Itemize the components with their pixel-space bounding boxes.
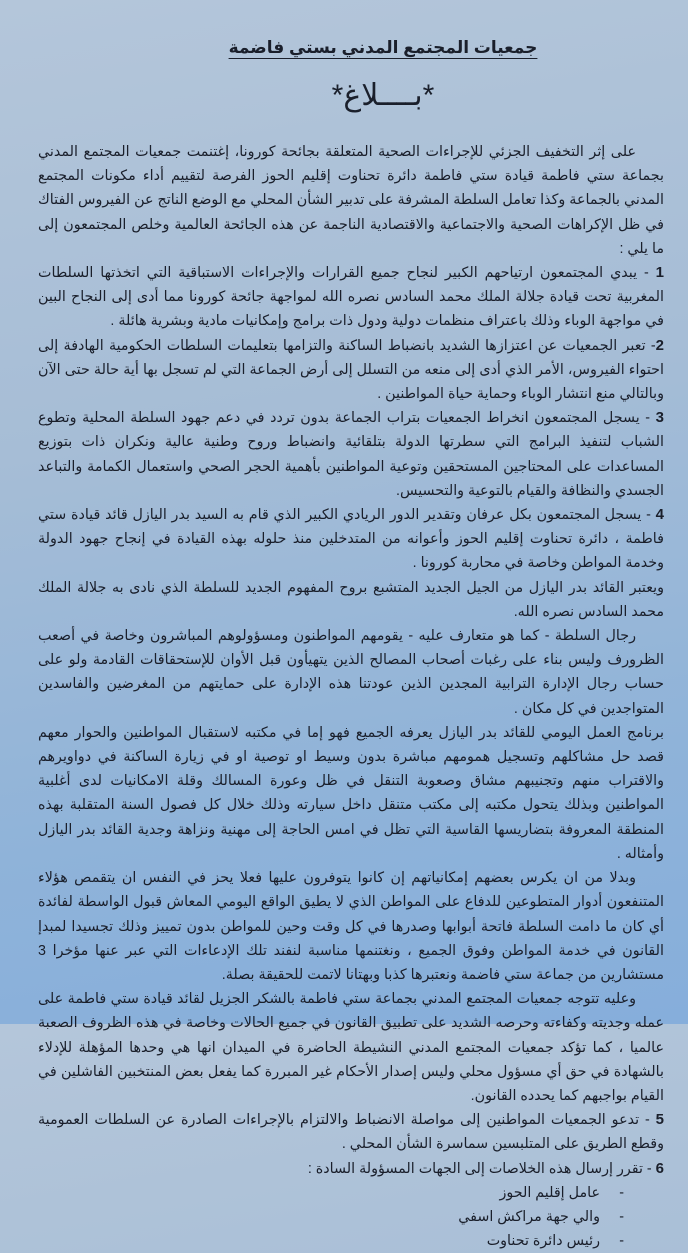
point-number: 4	[655, 506, 664, 524]
point-1	[38, 261, 664, 334]
paragraph: برنامج العمل اليومي للقائد بدر اليازل يعرفه الجميع فهو إما في مكتبه لاستقبال المواطنين والحوار معهم قصد حل مشاكلهم وتسجيل همومهم مباشرة بدون وسيط او توصية او في زيارة الساكنة في دواويرهم والاقتراب منهم وتجنيبهم مشاق وصعوبة التنقل في ظل وعورة المسالك وقلة الامكانيات لدى أغلبية المواطنين وبذلك يتحول مكتبه إلى مكتب متنقل داخل سيارته وذلك خلال كل فصول السنة المتقلبة بهذه المنطقة المعروفة بتضاريسها القاسية التي تظل في امس الحاجة إلى مهنية ونزاهة وجدية القائد بدر اليازل وأمثاله .	[38, 724, 664, 862]
point-6	[38, 1157, 664, 1181]
point-text: - تعبر الجمعيات عن اعتزازها الشديد بانضباط الساكنة والتزامها بتعليمات السلطات الحكومية الهادفة إلى احتواء الفيروس، الأمر الذي أدى إلى منعه من التسلل إلى أرض الجماعة التي لم تسجل بها أية حالة حتى الآن وبالتالي منع انتشار الوباء وحماية حياة المواطنين .	[38, 337, 664, 403]
recipient-item: - رئيس دائرة تحناوت	[38, 1229, 624, 1253]
point-2	[38, 334, 664, 407]
recipient-item: - عامل إقليم الحوز	[38, 1181, 624, 1205]
paragraph: وبدلا من ان يكرس بعضهم إمكانياتهم إن كانوا يتوفرون عليها فعلا يحز في النفس ان يتقمص هؤلاء المتنفعون أدوار المتطوعين للدفاع على المواطن الذي لا يطيق الواقع اليومي المعاش قبول الواسطة لفائدة أي كان ما دامت السلطة فاتحة أبوابها وصدرها في كل وقت وحين للمواطن بدون تمييز وذلك تجسيدا لمبدإ القانون في خدمة المواطن وفوق الجميع ، ونغتنمها مناسبة لنفند تلك الإدعاءات التي عبر عنها مؤخرا 3 مستشارين من جماعة ستي فاضمة ونعتبرها كذبا وبهتانا لاتمت للحقيقة بصلة.	[38, 870, 664, 983]
point-number: 1	[655, 264, 664, 282]
point-number: 2	[655, 336, 664, 354]
recipients-list	[38, 1181, 664, 1253]
point-number: 3	[655, 409, 664, 427]
point-text: - تقرر إرسال هذه الخلاصات إلى الجهات المسؤولة السادة :	[307, 1160, 656, 1177]
document-title: جمعيات المجتمع المدني بستي فاضمة	[228, 38, 538, 57]
point-text: - يبدي المجتمعون ارتياحهم الكبير لنجاح جميع القرارات والإجراءات الاستباقية التي اتخذتها السلطات المغربية تحت قيادة جلالة الملك محمد السادس نصره الله لمواجهة جائحة كورونا مما أدى إلى النجاح البين في مواجهة الوباء وذلك باعتراف منظمات دولية ودول ذات برامج وإمكانيات مادية وبشرية هائلة .	[38, 265, 664, 330]
point-3	[38, 406, 664, 503]
paragraph: ويعتبر القائد بدر اليازل من الجيل الجديد المتشبع بروح المفهوم الجديد للسلطة الذي نادى به جلالة الملك محمد السادس نصره الله.	[38, 579, 664, 620]
point-5	[38, 1108, 664, 1156]
document-subtitle: *بــــلاغ*	[331, 79, 435, 112]
point-4	[38, 503, 664, 576]
point-text: - تدعو الجمعيات المواطنين إلى مواصلة الانضباط والالتزام بالإجراءات الصادرة عن السلطات العمومية وقطع الطريق على المتلبسين سماسرة الشأن المحلي .	[38, 1112, 664, 1153]
intro-paragraph: على إثر التخفيف الجزئي للإجراءات الصحية المتعلقة بجائحة كورونا، إغتنمت جمعيات المجتمع المدني بجماعة ستي فاطمة قيادة ستي فاطمة دائرة تحناوت إقليم الحوز الفرصة لتقييم أداء مكونات المجتمع المدني بالجماعة وكذا تعامل السلطة المشرفة على تدبير الشأن المحلي مع الوضع الناتج عن الفيروس الفتاك في ظل الإكراهات الصحية والاجتماعية والاقتصادية الناجمة عن هذه الجائحة العالمية وخلص المجتمعون إلى ما يلي :	[38, 144, 664, 257]
document-body	[38, 140, 664, 1253]
paragraph: وعليه تتوجه جمعيات المجتمع المدني بجماعة ستي فاطمة بالشكر الجزيل لقائد قيادة ستي فاطمة على عمله وجديته وكفاءته وحرصه الشديد على تطبيق القانون في جميع الحالات وخاصة في هذه الظروف الصعبة عالميا ، كما تؤكد جمعيات المجتمع المدني النشيطة الحاضرة في الميدان انها هي وحدها المؤهلة للإدلاء بالشهادة في حق أي مسؤول محلي وليس إصدار الأحكام غير المبررة كما يفعل بعض المنتخبين الفاشلين في القيام بواجبهم كما يحدده القانون.	[38, 991, 664, 1104]
point-number: 6	[655, 1159, 664, 1177]
point-text: - يسجل المجتمعون انخراط الجمعيات بتراب الجماعة بدون تردد في دعم جهود السلطة المحلية وتطوع الشباب لتنفيذ البرامج التي سطرتها الدولة بتلقائية وانضباط وروح وطنية عالية ونكران ذات بتوزيع المساعدات على المحتاجين المستحقين وتوعية المواطنين بأهمية الحجر الصحي واستعمال الكمامة والتباعد الجسدي والنظافة والقيام بالتوعية والتحسيس.	[38, 410, 664, 499]
paragraph: رجال السلطة - كما هو متعارف عليه - يقومهم المواطنون ومسؤولوهم المباشرون وخاصة في أصعب الظرورف وليس بناء على رغبات أصحاب المصالح الذين يتهيأون قبل الأوان للإستحقاقات القادمة ولو على حساب رجال الإدارة الترابية المجدين الذين عودتنا هذه الإدارة على حمايتهم من المغرضين والفاسدين المتواجدين في كل مكان .	[38, 628, 664, 717]
point-text: - يسجل المجتمعون بكل عرفان وتقدير الدور الريادي الكبير الذي قام به السيد بدر اليازل قائد قيادة ستي فاطمة ، دائرة تحناوت إقليم الحوز وأعوانه من المتدخلين منذ حلوله بهذه القيادة في إنجاح جهود الدولة وخدمة المواطن وخاصة في محاربة كورونا .	[38, 507, 664, 572]
point-number: 5	[655, 1111, 664, 1129]
recipient-item: - والي جهة مراكش اسفي	[38, 1205, 624, 1229]
